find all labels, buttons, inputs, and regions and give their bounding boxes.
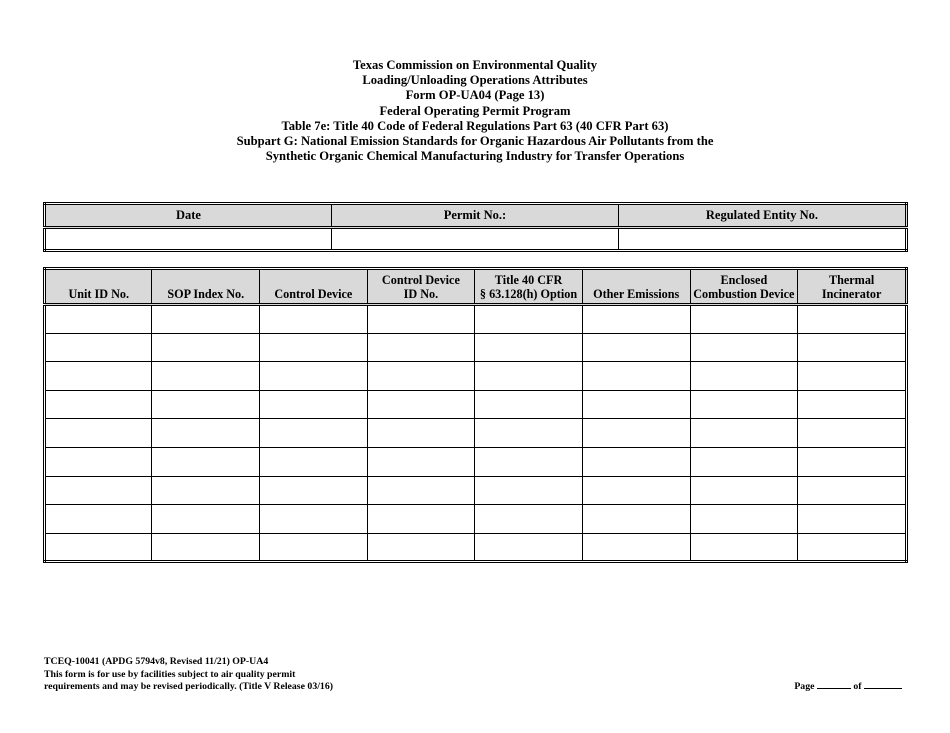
date-field[interactable]: [45, 228, 332, 251]
entry-cell[interactable]: [45, 419, 152, 448]
entry-cell[interactable]: [582, 362, 690, 391]
entry-cell[interactable]: [367, 333, 475, 362]
entry-cell[interactable]: [582, 533, 690, 562]
agency-title: Texas Commission on Environmental Quality: [352, 58, 598, 72]
entry-cell[interactable]: [798, 447, 907, 476]
entry-cell[interactable]: [798, 533, 907, 562]
table-row: [45, 419, 907, 448]
entry-cell[interactable]: [45, 533, 152, 562]
of-label: of: [853, 681, 862, 692]
entry-cell[interactable]: [690, 390, 798, 419]
entry-cell[interactable]: [475, 505, 583, 534]
table-title: Table 7e: Title 40 Code of Federal Regulations Part 63 (40 CFR Part 63): [281, 118, 669, 133]
control-device-id-header: Control Device ID No.: [367, 269, 475, 305]
entry-cell[interactable]: [582, 390, 690, 419]
entry-cell[interactable]: [798, 419, 907, 448]
page-total-field[interactable]: [864, 680, 902, 689]
entry-cell[interactable]: [582, 305, 690, 334]
entry-cell[interactable]: [582, 476, 690, 505]
entry-cell[interactable]: [152, 305, 260, 334]
entry-cell[interactable]: [475, 362, 583, 391]
entry-cell[interactable]: [798, 390, 907, 419]
permit-no-header: Permit No.:: [331, 204, 618, 228]
entry-cell[interactable]: [690, 447, 798, 476]
entry-cell[interactable]: [45, 447, 152, 476]
identification-table: [43, 202, 908, 252]
entry-cell[interactable]: [152, 419, 260, 448]
entry-cell[interactable]: [152, 533, 260, 562]
entry-cell[interactable]: [582, 333, 690, 362]
permit-no-field[interactable]: [331, 228, 618, 251]
entry-cell[interactable]: [690, 533, 798, 562]
entry-cell[interactable]: [367, 533, 475, 562]
entry-cell[interactable]: [690, 419, 798, 448]
entry-cell[interactable]: [582, 419, 690, 448]
entry-cell[interactable]: [45, 476, 152, 505]
table-row: [45, 533, 907, 562]
entry-cell[interactable]: [45, 505, 152, 534]
entry-cell[interactable]: [260, 447, 368, 476]
program-name: Federal Operating Permit Program: [379, 103, 571, 118]
entry-cell[interactable]: [475, 305, 583, 334]
page-label: Page: [794, 681, 815, 692]
entry-cell[interactable]: [690, 505, 798, 534]
entry-cell[interactable]: [152, 362, 260, 391]
thermal-incinerator-header: Thermal Incinerator: [798, 269, 907, 305]
form-number: Form OP-UA04 (Page 13): [405, 88, 545, 103]
table-row: [45, 390, 907, 419]
enclosed-combustion-header: Enclosed Combustion Device: [690, 269, 798, 305]
entry-cell[interactable]: [260, 390, 368, 419]
entry-cell[interactable]: [45, 333, 152, 362]
unit-id-header: Unit ID No.: [45, 269, 152, 305]
entry-cell[interactable]: [475, 390, 583, 419]
entry-cell[interactable]: [798, 305, 907, 334]
usage-note: This form is for use by facilities subject to air quality permit: [44, 668, 296, 680]
transfer-operations-table: [43, 267, 908, 563]
regulated-entity-field[interactable]: [618, 228, 906, 251]
entry-cell[interactable]: [260, 305, 368, 334]
table-body: [45, 305, 907, 562]
table-row: [45, 333, 907, 362]
table-row: [45, 362, 907, 391]
entry-cell[interactable]: [367, 447, 475, 476]
entry-cell[interactable]: [582, 505, 690, 534]
entry-cell[interactable]: [260, 362, 368, 391]
entry-cell[interactable]: [152, 476, 260, 505]
cfr-option-header: Title 40 CFR § 63.128(h) Option: [475, 269, 583, 305]
entry-cell[interactable]: [260, 333, 368, 362]
form-header: [0, 58, 950, 164]
entry-cell[interactable]: [260, 476, 368, 505]
entry-cell[interactable]: [45, 390, 152, 419]
form-footer: [44, 656, 333, 694]
entry-cell[interactable]: [367, 505, 475, 534]
control-device-header: Control Device: [260, 269, 368, 305]
subpart-title: Subpart G: National Emission Standards for Organic Hazardous Air Pollutants from the: [236, 134, 714, 149]
entry-cell[interactable]: [475, 447, 583, 476]
other-emissions-header: Other Emissions: [582, 269, 690, 305]
entry-cell[interactable]: [367, 476, 475, 505]
page-counter: [794, 680, 902, 692]
regulated-entity-header: Regulated Entity No.: [618, 204, 906, 228]
entry-cell[interactable]: [475, 419, 583, 448]
entry-cell[interactable]: [45, 305, 152, 334]
table-row: [45, 505, 907, 534]
entry-cell[interactable]: [690, 305, 798, 334]
entry-cell[interactable]: [798, 505, 907, 534]
entry-cell[interactable]: [367, 362, 475, 391]
table-row: [45, 476, 907, 505]
table-row: [45, 305, 907, 334]
entry-cell[interactable]: [690, 333, 798, 362]
usage-note-cont: requirements and may be revised periodically. (Title V Release 03/16): [44, 681, 333, 692]
entry-cell[interactable]: [475, 476, 583, 505]
sop-index-header: SOP Index No.: [152, 269, 260, 305]
entry-cell[interactable]: [260, 533, 368, 562]
column-header-row: [45, 269, 907, 305]
entry-cell[interactable]: [475, 333, 583, 362]
entry-cell[interactable]: [152, 333, 260, 362]
entry-cell[interactable]: [152, 447, 260, 476]
entry-cell[interactable]: [798, 476, 907, 505]
table-row: [45, 447, 907, 476]
entry-cell[interactable]: [798, 333, 907, 362]
entry-cell[interactable]: [690, 362, 798, 391]
entry-cell[interactable]: [690, 476, 798, 505]
entry-cell[interactable]: [152, 390, 260, 419]
entry-cell[interactable]: [798, 362, 907, 391]
entry-cell[interactable]: [45, 362, 152, 391]
entry-cell[interactable]: [367, 305, 475, 334]
entry-cell[interactable]: [260, 419, 368, 448]
form-id: TCEQ-10041 (APDG 5794v8, Revised 11/21) OP-UA4: [44, 656, 269, 667]
page-number-field[interactable]: [817, 680, 851, 689]
entry-cell[interactable]: [367, 419, 475, 448]
entry-cell[interactable]: [260, 505, 368, 534]
entry-cell[interactable]: [152, 505, 260, 534]
subpart-title-cont: Synthetic Organic Chemical Manufacturing Industry for Transfer Operations: [265, 149, 685, 164]
entry-cell[interactable]: [367, 390, 475, 419]
entry-cell[interactable]: [475, 533, 583, 562]
date-header: Date: [45, 204, 332, 228]
entry-cell[interactable]: [582, 447, 690, 476]
form-subject: Loading/Unloading Operations Attributes: [362, 73, 588, 88]
